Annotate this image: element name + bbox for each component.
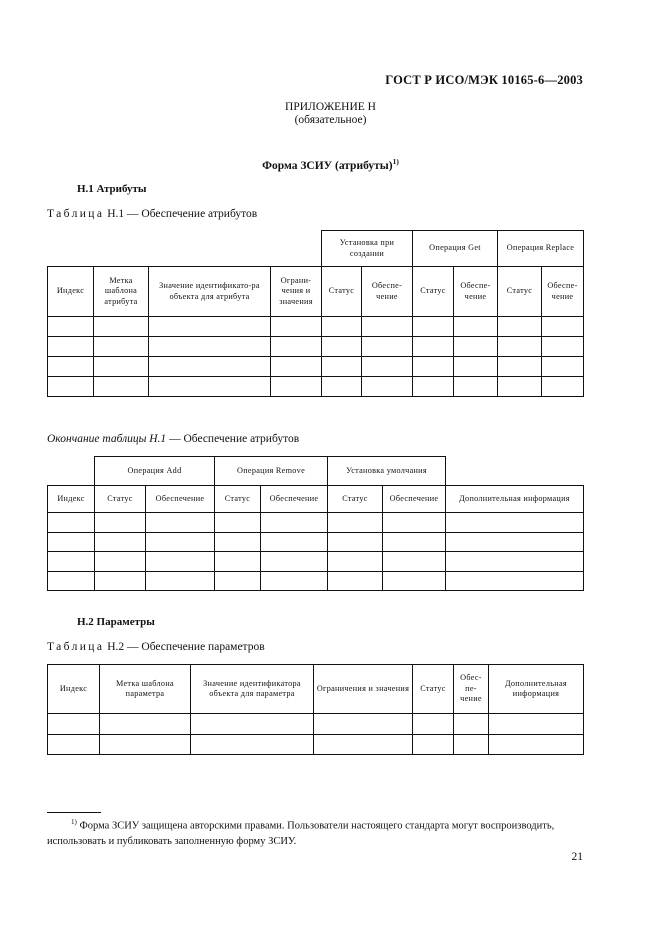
table-row [48,377,584,397]
column-header: Индекс [48,486,95,513]
attributes-table [47,230,584,397]
table-row [48,513,584,533]
caption-label: Таблица [47,641,105,653]
caption-text: Н.2 — Обеспечение параметров [104,641,265,653]
column-header: Обеспе-чение [454,267,498,317]
caption-text: Н.1 — Обеспечение атрибутов [104,208,258,220]
table-row [48,337,584,357]
caption-label: Таблица [47,208,105,220]
column-header: Значение идентификато-ра объекта для атрибута [149,267,271,317]
group-header: Установка умолчания [328,457,446,486]
column-header: Статус [328,486,383,513]
group-header: Операция Get [413,231,498,267]
group-header: Операция Remove [215,457,328,486]
column-header: Обеспечение [261,486,328,513]
table-row [48,357,584,377]
column-header: Метка шаблона параметра [100,665,191,714]
caption-italic: Окончание таблицы Н.1 [47,433,167,445]
column-header: Дополнительная информация [446,486,584,513]
table-row [48,714,584,735]
appendix-heading [0,101,661,127]
page-number: 21 [571,851,583,863]
column-header: Ограничения и значения [314,665,413,714]
column-header: Статус [413,665,454,714]
table-row [48,734,584,755]
appendix-title: ПРИЛОЖЕНИЕ Н [285,101,376,113]
column-header: Статус [413,267,454,317]
column-header: Ограни-чения и значения [271,267,322,317]
form-title [0,157,661,172]
footnote-text: Форма ЗСИУ защищена авторскими правами. Пользователи настоящего стандарта могут воспроизводить, использовать и публиковать заполненную форму ЗСИУ. [47,820,555,847]
table-row [48,571,584,591]
table-h1-caption [47,208,257,220]
column-header: Обеспечение [383,486,446,513]
column-header: Индекс [48,665,100,714]
footnote-ref: 1) [392,157,399,166]
document-code: ГОСТ Р ИСО/МЭК 10165-6—2003 [385,73,583,87]
footnote-separator [47,812,101,813]
column-header: Статус [322,267,362,317]
group-header: Операция Add [95,457,215,486]
table-row [48,317,584,337]
column-header: Статус [498,267,542,317]
column-header: Обеспечение [146,486,215,513]
table-row [48,552,584,572]
section-h1-title: Н.1 Атрибуты [77,183,147,195]
footnote [47,815,583,849]
section-h2-title: Н.2 Параметры [77,616,155,628]
column-header: Метка шаблона атрибута [94,267,149,317]
form-title-text: Форма ЗСИУ (атрибуты) [262,159,393,172]
table-h2-caption [47,641,265,653]
group-header: Установка при создании [322,231,413,267]
column-header: Обес-пе-чение [454,665,489,714]
table-h1-continued-caption [47,433,299,445]
group-header: Операция Replace [498,231,584,267]
column-header: Дополнительная информация [489,665,584,714]
appendix-subtitle: (обязательное) [294,114,367,126]
column-header: Статус [95,486,146,513]
column-header: Индекс [48,267,94,317]
parameters-table [47,664,584,755]
column-header: Значение идентификатора объекта для параметра [191,665,314,714]
attributes-table-continued [47,456,584,591]
column-header: Обеспе-чение [362,267,413,317]
column-header: Обеспе-чение [542,267,584,317]
footnote-mark: 1) [71,818,77,826]
caption-text: — Обеспечение атрибутов [166,433,300,445]
table-row [48,532,584,552]
column-header: Статус [215,486,261,513]
